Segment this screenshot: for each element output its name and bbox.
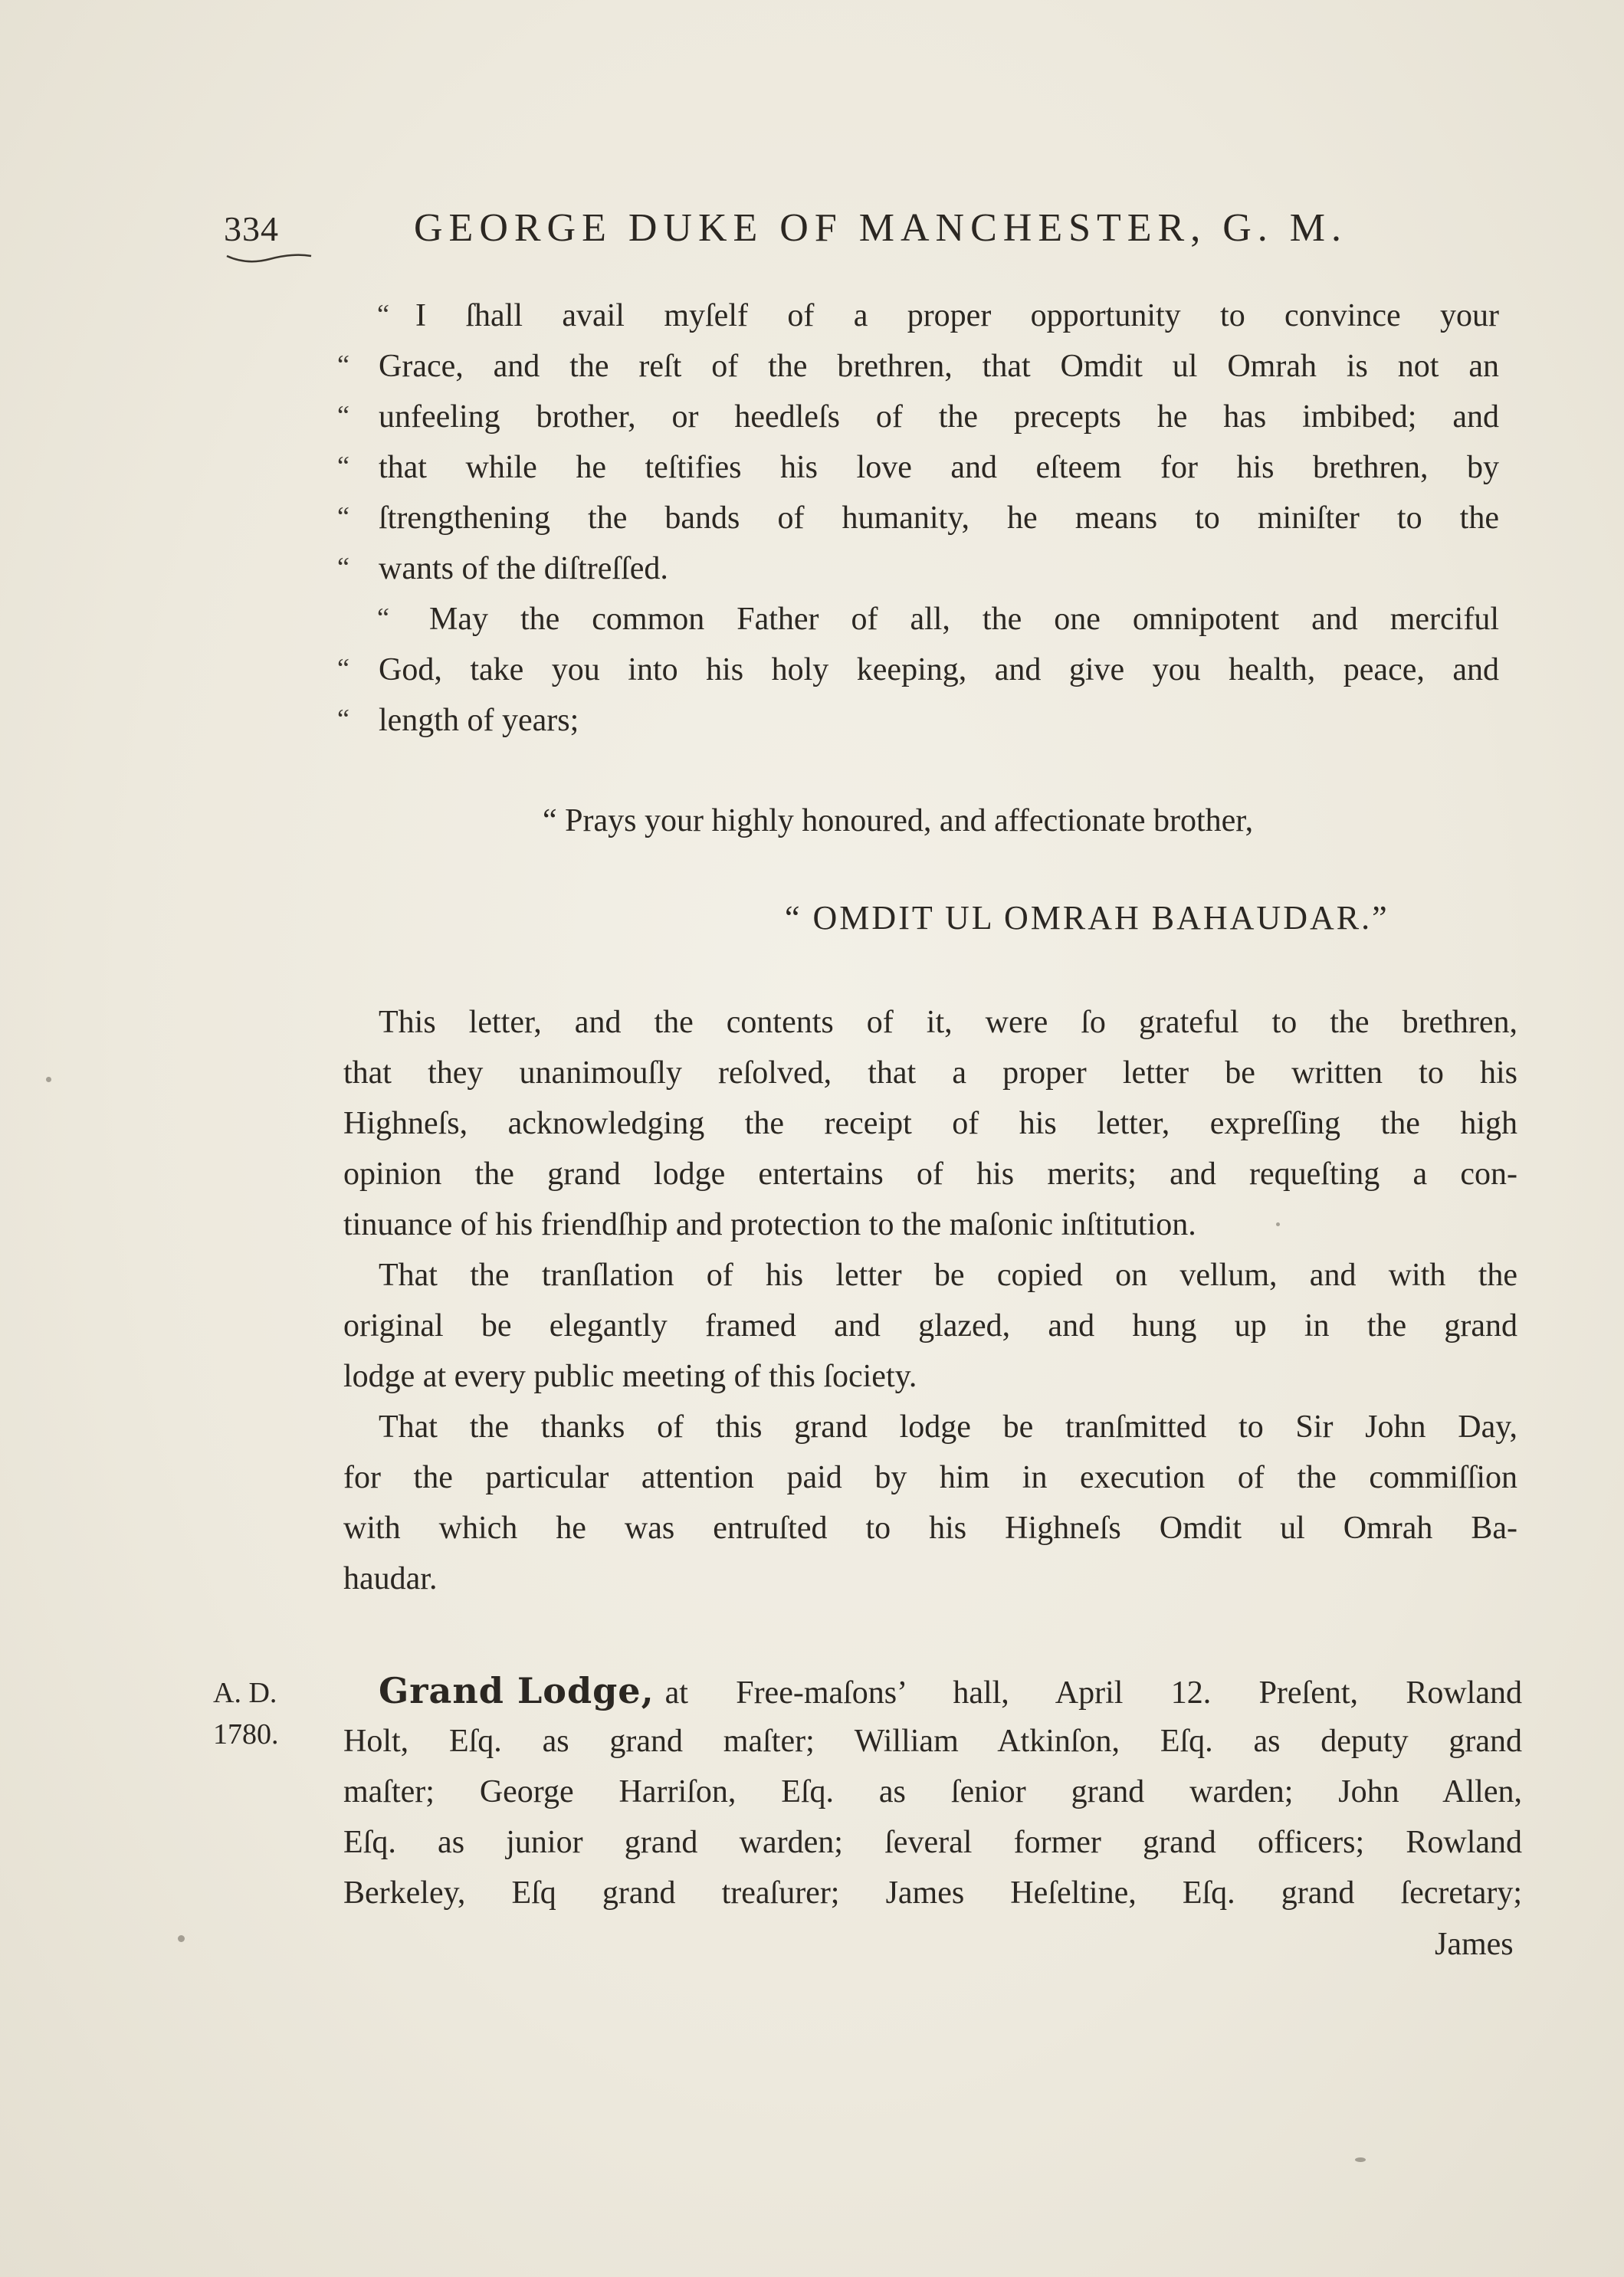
letter-line: unfeeling brother, or heedleſs of the precepts he has imbibed; and (379, 399, 1499, 435)
grand-lodge-line: Eſq. as junior grand warden; ſeveral former grand officers; Rowland (343, 1825, 1522, 1860)
resolution-line: haudar. (343, 1561, 438, 1596)
quote-mark: “ (337, 704, 349, 734)
letter-signature: “ OMDIT UL OMRAH BAHAUDAR.” (785, 899, 1389, 937)
quote-mark: “ (337, 501, 349, 532)
quote-mark: “ (337, 451, 349, 481)
letter-line: Grace, and the reſt of the brethren, that Omdit ul Omrah is not an (379, 349, 1499, 384)
grand-lodge-line: Holt, Eſq. as grand maſter; William Atkinſon, Eſq. as deputy grand (343, 1724, 1522, 1759)
letter-line: that while he teſtifies his love and eſteem for his brethren, by (379, 450, 1499, 485)
resolution-line: This letter, and the contents of it, were ſo grateful to the brethren, (379, 1005, 1517, 1040)
grand-lodge-first-line-text: at Free-maſons’ hall, April 12. Preſent, Rowland (664, 1675, 1522, 1711)
running-head: GEORGE DUKE OF MANCHESTER, G. M. (414, 206, 1348, 250)
letter-line: length of years; (379, 703, 579, 738)
grand-lodge-heading: Grand Lodge, (379, 1670, 655, 1711)
quote-mark: “ (377, 299, 389, 330)
letter-line: God, take you into his holy keeping, and give you health, peace, and (379, 652, 1499, 687)
resolution-line: that they unanimouſly reſolved, that a proper letter be written to his (343, 1055, 1517, 1091)
resolution-line: opinion the grand lodge entertains of his merits; and requeſting a con- (343, 1157, 1517, 1192)
resolution-line: lodge at every public meeting of this ſociety. (343, 1359, 917, 1394)
letter-line: May the common Father of all, the one omnipotent and merciful (429, 602, 1499, 637)
resolution-line: tinuance of his friendſhip and protection to the maſonic inſtitution. (343, 1207, 1196, 1242)
foxing-spot (46, 1077, 51, 1082)
resolution-line: for the particular attention paid by him in execution of the commiſſion (343, 1460, 1517, 1495)
resolution-line: That the tranſlation of his letter be copied on vellum, and with the (379, 1258, 1517, 1293)
page-number: 334 (224, 209, 279, 248)
foxing-spot (178, 1935, 185, 1942)
letter-line: wants of the diſtreſſed. (379, 551, 668, 586)
foxing-spot (1355, 2157, 1366, 2162)
letter-line: I ſhall avail myſelf of a proper opportunity to convince your (415, 298, 1499, 333)
quote-mark: “ (337, 400, 349, 431)
grand-lodge-line: Berkeley, Eſq grand treaſurer; James Heſeltine, Eſq. grand ſecretary; (343, 1875, 1522, 1911)
grand-lodge-line: maſter; George Harriſon, Eſq. as ſenior grand warden; John Allen, (343, 1774, 1522, 1809)
margin-note-ad: A. D. (213, 1677, 277, 1709)
quote-mark: “ (377, 602, 389, 633)
foxing-spot (1276, 1222, 1280, 1226)
catchword: James (1435, 1927, 1514, 1962)
letter-closing: “ Prays your highly honoured, and affectionate brother, (543, 803, 1254, 838)
page-number-flourish (224, 250, 316, 268)
resolution-line: That the thanks of this grand lodge be tranſmitted to Sir John Day, (379, 1409, 1517, 1445)
resolution-line: original be elegantly framed and glazed, and hung up in the grand (343, 1308, 1517, 1344)
quote-mark: “ (337, 349, 349, 380)
quote-mark: “ (337, 552, 349, 582)
quote-mark: “ (337, 653, 349, 684)
resolution-line: Highneſs, acknowledging the receipt of his letter, expreſſing the high (343, 1106, 1517, 1141)
resolution-line: with which he was entruſted to his Highneſs Omdit ul Omrah Ba- (343, 1511, 1517, 1546)
grand-lodge-first-line (379, 1671, 1522, 1713)
letter-line: ſtrengthening the bands of humanity, he means to miniſter to the (379, 500, 1499, 536)
margin-note-year: 1780. (213, 1718, 279, 1750)
